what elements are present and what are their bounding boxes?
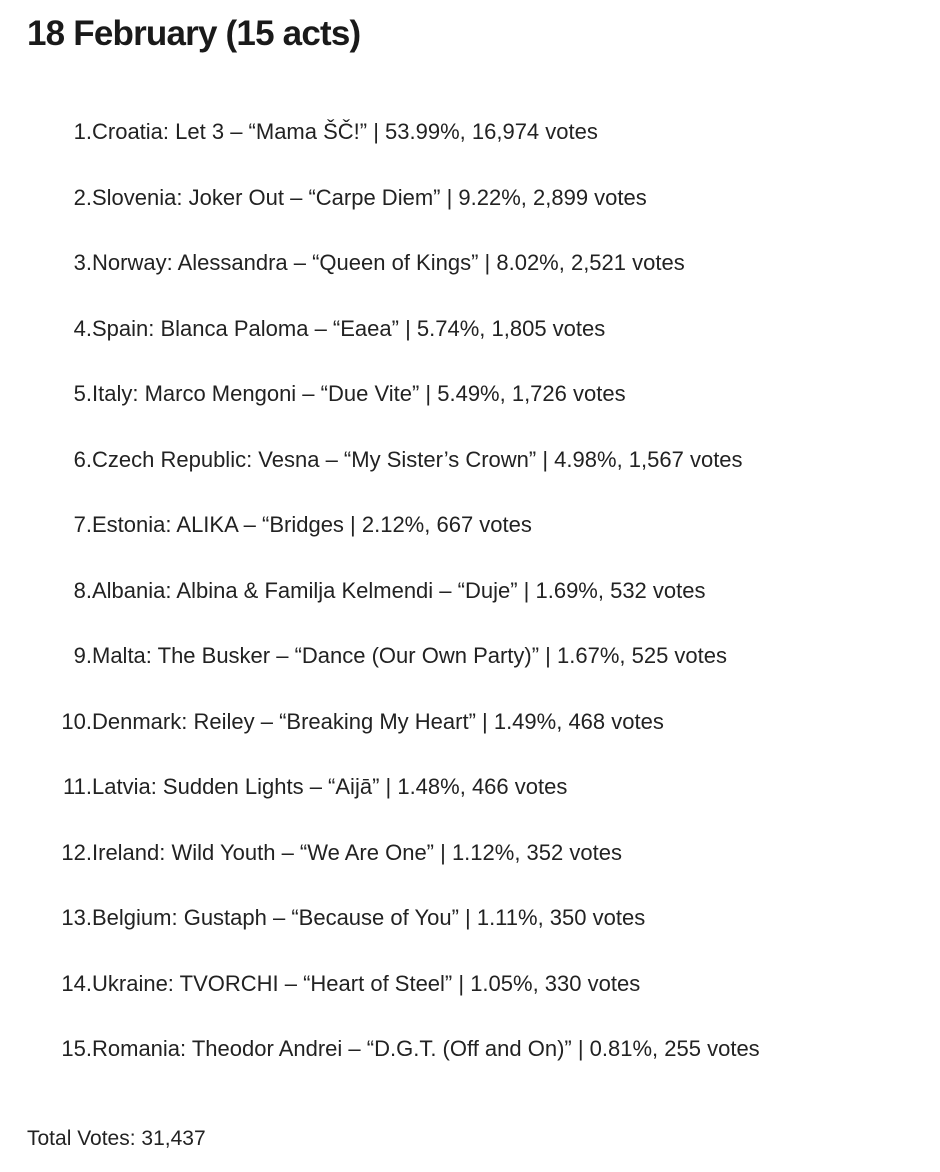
result-entry: Latvia: Sudden Lights – “Aijā” | 1.48%, 466 votes bbox=[92, 774, 568, 799]
result-rank: 5. bbox=[73, 381, 92, 406]
page-title: 18 February (15 acts) bbox=[27, 14, 361, 53]
result-rank: 15. bbox=[61, 1036, 92, 1061]
result-entry: Ireland: Wild Youth – “We Are One” | 1.12%, 352 votes bbox=[92, 839, 622, 865]
result-rank: 10. bbox=[61, 708, 92, 734]
result-rank: 14. bbox=[61, 970, 92, 996]
result-entry: Malta: The Busker – “Dance (Our Own Party)” | 1.67%, 525 votes bbox=[92, 643, 728, 668]
result-rank: 12. bbox=[61, 839, 92, 865]
result-rank: 2. bbox=[73, 184, 92, 210]
result-rank: 9. bbox=[73, 643, 92, 668]
result-entry: Romania: Theodor Andrei – “D.G.T. (Off and On)” | 0.81%, 255 votes bbox=[92, 1036, 760, 1061]
result-rank: 6. bbox=[73, 446, 92, 472]
result-rank: 4. bbox=[73, 315, 92, 341]
result-rank: 3. bbox=[73, 250, 92, 275]
result-entry: Belgium: Gustaph – “Because of You” | 1.11%, 350 votes bbox=[92, 905, 646, 930]
result-rank: 8. bbox=[73, 577, 92, 603]
result-entry: Czech Republic: Vesna – “My Sister’s Crown” | 4.98%, 1,567 votes bbox=[92, 446, 743, 472]
result-entry: Spain: Blanca Paloma – “Eaea” | 5.74%, 1,805 votes bbox=[92, 315, 606, 341]
result-rank: 7. bbox=[73, 512, 92, 537]
total-votes: Total Votes: 31,437 bbox=[27, 1127, 206, 1150]
result-rank: 13. bbox=[61, 905, 92, 930]
result-rank: 1. bbox=[73, 119, 92, 144]
result-entry: Italy: Marco Mengoni – “Due Vite” | 5.49%, 1,726 votes bbox=[92, 381, 626, 406]
result-entry: Slovenia: Joker Out – “Carpe Diem” | 9.22%, 2,899 votes bbox=[92, 184, 647, 210]
result-entry: Estonia: ALIKA – “Bridges | 2.12%, 667 votes bbox=[92, 512, 532, 537]
result-entry: Croatia: Let 3 – “Mama ŠČ!” | 53.99%, 16,974 votes bbox=[92, 119, 598, 144]
result-entry: Ukraine: TVORCHI – “Heart of Steel” | 1.05%, 330 votes bbox=[92, 970, 641, 996]
result-entry: Norway: Alessandra – “Queen of Kings” | 8.02%, 2,521 votes bbox=[92, 250, 685, 275]
result-entry: Albania: Albina & Familja Kelmendi – “Duje” | 1.69%, 532 votes bbox=[92, 577, 706, 603]
result-entry: Denmark: Reiley – “Breaking My Heart” | 1.49%, 468 votes bbox=[92, 708, 664, 734]
result-rank: 11. bbox=[63, 774, 92, 799]
